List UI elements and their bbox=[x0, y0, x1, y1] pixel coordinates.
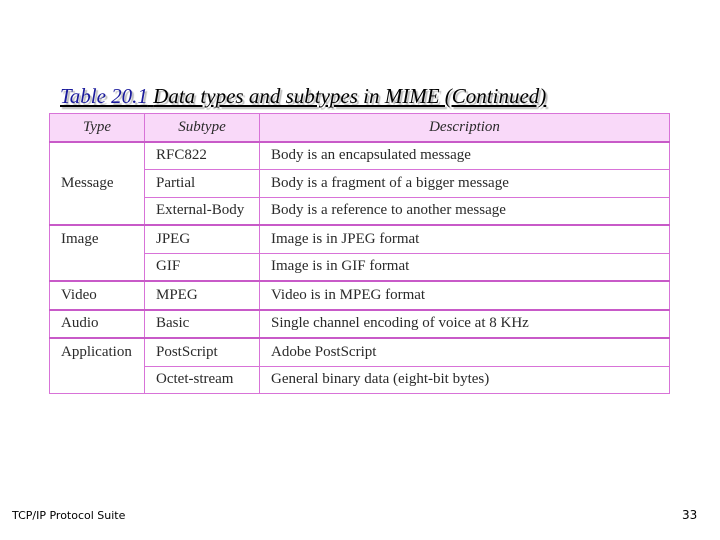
description-cell: Single channel encoding of voice at 8 KHz bbox=[260, 310, 670, 339]
table-number: Table 20.1 bbox=[60, 84, 148, 108]
subtype-cell: JPEG bbox=[145, 225, 260, 253]
description-cell: Body is a reference to another message bbox=[260, 197, 670, 225]
table-title bbox=[60, 84, 546, 109]
description-cell: Image is in JPEG format bbox=[260, 225, 670, 253]
description-cell: Body is a fragment of a bigger message bbox=[260, 170, 670, 198]
table-caption: Data types and subtypes in MIME (Continued) bbox=[153, 84, 547, 108]
subtype-cell: MPEG bbox=[145, 281, 260, 310]
header-subtype: Subtype bbox=[145, 114, 260, 142]
table-row bbox=[50, 225, 670, 253]
subtype-cell: Octet-stream bbox=[145, 366, 260, 394]
header-type: Type bbox=[50, 114, 145, 142]
description-cell: Image is in GIF format bbox=[260, 253, 670, 281]
header-row bbox=[50, 114, 670, 142]
description-cell: Adobe PostScript bbox=[260, 338, 670, 366]
subtype-cell: External-Body bbox=[145, 197, 260, 225]
subtype-cell: GIF bbox=[145, 253, 260, 281]
table-row bbox=[50, 281, 670, 310]
header-description: Description bbox=[260, 114, 670, 142]
mime-types-table bbox=[49, 113, 670, 394]
type-cell: Video bbox=[50, 281, 145, 310]
description-cell: Body is an encapsulated message bbox=[260, 142, 670, 170]
type-cell: Image bbox=[50, 225, 145, 281]
subtype-cell: Partial bbox=[145, 170, 260, 198]
subtype-cell: PostScript bbox=[145, 338, 260, 366]
table-row bbox=[50, 338, 670, 366]
subtype-cell: Basic bbox=[145, 310, 260, 339]
description-cell: Video is in MPEG format bbox=[260, 281, 670, 310]
table-row bbox=[50, 142, 670, 170]
table-row bbox=[50, 310, 670, 339]
page-number: 33 bbox=[682, 508, 698, 522]
type-cell: Application bbox=[50, 338, 145, 394]
footer-book-title: TCP/IP Protocol Suite bbox=[12, 509, 126, 522]
subtype-cell: RFC822 bbox=[145, 142, 260, 170]
type-cell: Audio bbox=[50, 310, 145, 339]
type-cell: Message bbox=[50, 142, 145, 226]
description-cell: General binary data (eight-bit bytes) bbox=[260, 366, 670, 394]
